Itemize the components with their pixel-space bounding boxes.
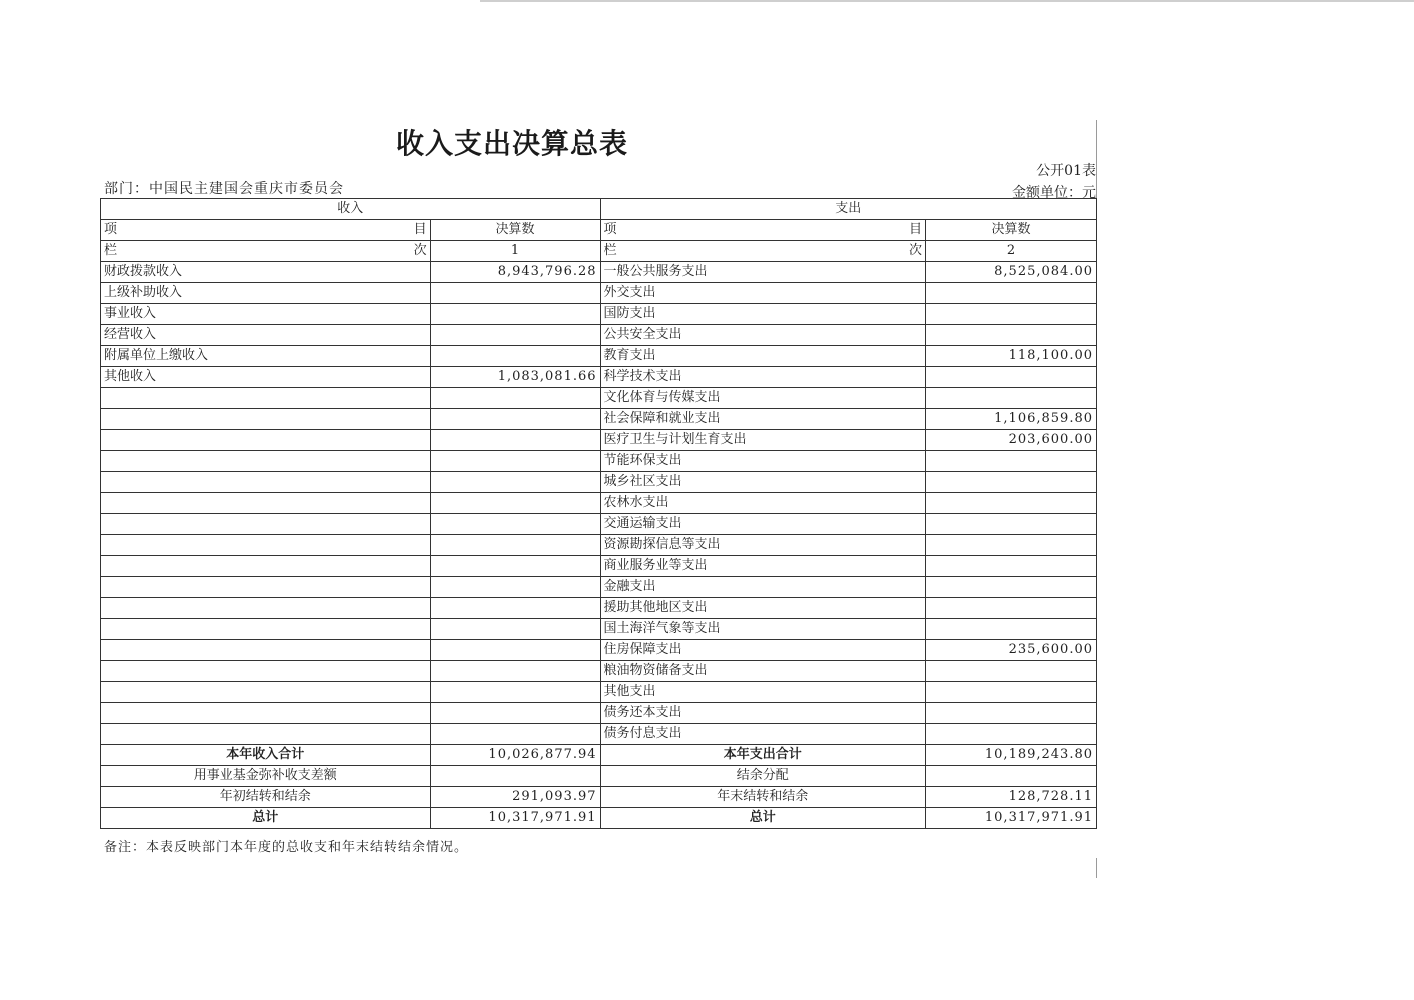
table-row — [101, 493, 1097, 514]
table-row — [101, 346, 1097, 367]
expense-col-index-label: 栏 次 — [600, 241, 925, 262]
summary-expense-amount: 10,317,971.91 — [925, 808, 1096, 829]
expense-amount-cell: 1,106,859.80 — [925, 409, 1096, 430]
column-index-row — [101, 241, 1097, 262]
income-amount-cell — [430, 493, 600, 514]
summary-expense-amount: 10,189,243.80 — [925, 745, 1096, 766]
table-row — [101, 304, 1097, 325]
table-row — [101, 661, 1097, 682]
income-amount-cell — [430, 703, 600, 724]
form-number: 公开01表 — [1036, 163, 1096, 179]
table-row — [101, 598, 1097, 619]
expense-amount-cell — [925, 304, 1096, 325]
expense-amount-cell — [925, 598, 1096, 619]
expense-item-cell: 文化体育与传媒支出 — [600, 388, 925, 409]
income-item-cell: 事业收入 — [101, 304, 431, 325]
income-amount-cell — [430, 304, 600, 325]
income-amount-header: 决算数 — [430, 220, 600, 241]
expense-amount-cell: 203,600.00 — [925, 430, 1096, 451]
income-amount-cell — [430, 346, 600, 367]
income-amount-cell — [430, 325, 600, 346]
expense-col-index: 2 — [925, 241, 1096, 262]
expense-amount-cell — [925, 556, 1096, 577]
income-item-cell: 经营收入 — [101, 325, 431, 346]
income-item-cell — [101, 598, 431, 619]
footnote: 备注：本表反映部门本年度的总收支和年末结转结余情况。 — [104, 840, 469, 855]
expense-amount-cell — [925, 367, 1096, 388]
income-amount-cell: 1,083,081.66 — [430, 367, 600, 388]
expense-item-cell: 其他支出 — [600, 682, 925, 703]
expense-item-cell: 一般公共服务支出 — [600, 262, 925, 283]
expense-amount-cell: 235,600.00 — [925, 640, 1096, 661]
expense-amount-cell: 118,100.00 — [925, 346, 1096, 367]
income-item-cell — [101, 619, 431, 640]
income-item-cell: 其他收入 — [101, 367, 431, 388]
expense-amount-cell — [925, 661, 1096, 682]
income-col-index: 1 — [430, 241, 600, 262]
income-item-cell — [101, 472, 431, 493]
table-row — [101, 451, 1097, 472]
income-item-cell — [101, 703, 431, 724]
expense-amount-cell — [925, 577, 1096, 598]
income-amount-cell: 8,943,796.28 — [430, 262, 600, 283]
summary-income-amount: 291,093.97 — [430, 787, 600, 808]
table-row — [101, 577, 1097, 598]
income-item-cell — [101, 640, 431, 661]
income-amount-cell — [430, 388, 600, 409]
expense-item-cell: 金融支出 — [600, 577, 925, 598]
expense-amount-cell — [925, 619, 1096, 640]
income-amount-cell — [430, 640, 600, 661]
table-row — [101, 724, 1097, 745]
table-row — [101, 640, 1097, 661]
income-amount-cell — [430, 619, 600, 640]
expense-item-cell: 资源勘探信息等支出 — [600, 535, 925, 556]
income-item-cell — [101, 661, 431, 682]
expense-item-cell: 国防支出 — [600, 304, 925, 325]
income-amount-cell — [430, 598, 600, 619]
summary-income-amount: 10,317,971.91 — [430, 808, 600, 829]
expense-item-cell: 外交支出 — [600, 283, 925, 304]
table-row — [101, 703, 1097, 724]
summary-expense-label: 总计 — [600, 808, 925, 829]
expense-item-cell: 粮油物资储备支出 — [600, 661, 925, 682]
expense-item-cell: 公共安全支出 — [600, 325, 925, 346]
expense-amount-cell: 8,525,084.00 — [925, 262, 1096, 283]
summary-row — [101, 766, 1097, 787]
summary-income-label: 用事业基金弥补收支差额 — [101, 766, 431, 787]
income-amount-cell — [430, 451, 600, 472]
column-header-row — [101, 220, 1097, 241]
income-amount-cell — [430, 682, 600, 703]
summary-row — [101, 787, 1097, 808]
table-row — [101, 535, 1097, 556]
expense-item-header: 项 目 — [600, 220, 925, 241]
expense-amount-cell — [925, 493, 1096, 514]
expense-amount-cell — [925, 451, 1096, 472]
income-amount-cell — [430, 514, 600, 535]
summary-row — [101, 745, 1097, 766]
income-item-cell — [101, 430, 431, 451]
expense-item-cell: 节能环保支出 — [600, 451, 925, 472]
summary-row — [101, 808, 1097, 829]
table-row — [101, 388, 1097, 409]
income-header: 收入 — [101, 199, 601, 220]
income-item-header: 项 目 — [101, 220, 431, 241]
expense-item-cell: 国土海洋气象等支出 — [600, 619, 925, 640]
summary-expense-amount — [925, 766, 1096, 787]
table-row — [101, 262, 1097, 283]
expense-amount-cell — [925, 682, 1096, 703]
income-item-cell — [101, 682, 431, 703]
summary-income-label: 本年收入合计 — [101, 745, 431, 766]
summary-expense-amount: 128,728.11 — [925, 787, 1096, 808]
income-amount-cell — [430, 556, 600, 577]
page-title: 收入支出决算总表 — [396, 127, 629, 160]
expense-amount-cell — [925, 325, 1096, 346]
amount-unit: 金额单位：元 — [1012, 185, 1096, 201]
expense-item-cell: 商业服务业等支出 — [600, 556, 925, 577]
expense-item-cell: 教育支出 — [600, 346, 925, 367]
income-expense-table — [100, 198, 1097, 829]
income-amount-cell — [430, 472, 600, 493]
income-item-cell: 上级补助收入 — [101, 283, 431, 304]
expense-amount-cell — [925, 535, 1096, 556]
table-row — [101, 367, 1097, 388]
table-row — [101, 472, 1097, 493]
expense-item-cell: 债务付息支出 — [600, 724, 925, 745]
income-item-cell: 财政拨款收入 — [101, 262, 431, 283]
income-col-index-label: 栏 次 — [101, 241, 431, 262]
income-amount-cell — [430, 661, 600, 682]
expense-item-cell: 社会保障和就业支出 — [600, 409, 925, 430]
expense-amount-cell — [925, 472, 1096, 493]
expense-item-cell: 债务还本支出 — [600, 703, 925, 724]
table-row — [101, 619, 1097, 640]
income-item-cell: 附属单位上缴收入 — [101, 346, 431, 367]
summary-income-label: 年初结转和结余 — [101, 787, 431, 808]
expense-item-cell: 援助其他地区支出 — [600, 598, 925, 619]
expense-amount-cell — [925, 703, 1096, 724]
table-row — [101, 325, 1097, 346]
summary-expense-label: 结余分配 — [600, 766, 925, 787]
table-row — [101, 682, 1097, 703]
income-amount-cell — [430, 724, 600, 745]
expense-amount-header: 决算数 — [925, 220, 1096, 241]
table-row — [101, 514, 1097, 535]
expense-item-cell: 科学技术支出 — [600, 367, 925, 388]
income-item-cell — [101, 724, 431, 745]
expense-amount-cell — [925, 514, 1096, 535]
income-amount-cell — [430, 409, 600, 430]
summary-expense-label: 年末结转和结余 — [600, 787, 925, 808]
expense-amount-cell — [925, 388, 1096, 409]
table-row — [101, 430, 1097, 451]
income-item-cell — [101, 388, 431, 409]
expense-amount-cell — [925, 724, 1096, 745]
section-header-row — [101, 199, 1097, 220]
summary-income-label: 总计 — [101, 808, 431, 829]
summary-income-amount — [430, 766, 600, 787]
scan-edge-top — [480, 0, 1414, 2]
summary-income-amount: 10,026,877.94 — [430, 745, 600, 766]
expense-item-cell: 医疗卫生与计划生育支出 — [600, 430, 925, 451]
income-amount-cell — [430, 577, 600, 598]
expense-item-cell: 农林水支出 — [600, 493, 925, 514]
income-item-cell — [101, 493, 431, 514]
table-row — [101, 283, 1097, 304]
expense-item-cell: 住房保障支出 — [600, 640, 925, 661]
expense-header: 支出 — [600, 199, 1096, 220]
income-item-cell — [101, 577, 431, 598]
income-amount-cell — [430, 535, 600, 556]
income-item-cell — [101, 409, 431, 430]
department-label: 部门：中国民主建国会重庆市委员会 — [104, 181, 344, 197]
income-item-cell — [101, 535, 431, 556]
income-item-cell — [101, 451, 431, 472]
scan-edge-right — [1096, 120, 1097, 200]
expense-item-cell: 城乡社区支出 — [600, 472, 925, 493]
income-amount-cell — [430, 283, 600, 304]
income-amount-cell — [430, 430, 600, 451]
scan-edge-right-lower — [1096, 858, 1097, 878]
expense-item-cell: 交通运输支出 — [600, 514, 925, 535]
income-item-cell — [101, 556, 431, 577]
table-row — [101, 409, 1097, 430]
summary-expense-label: 本年支出合计 — [600, 745, 925, 766]
expense-amount-cell — [925, 283, 1096, 304]
table-row — [101, 556, 1097, 577]
income-item-cell — [101, 514, 431, 535]
